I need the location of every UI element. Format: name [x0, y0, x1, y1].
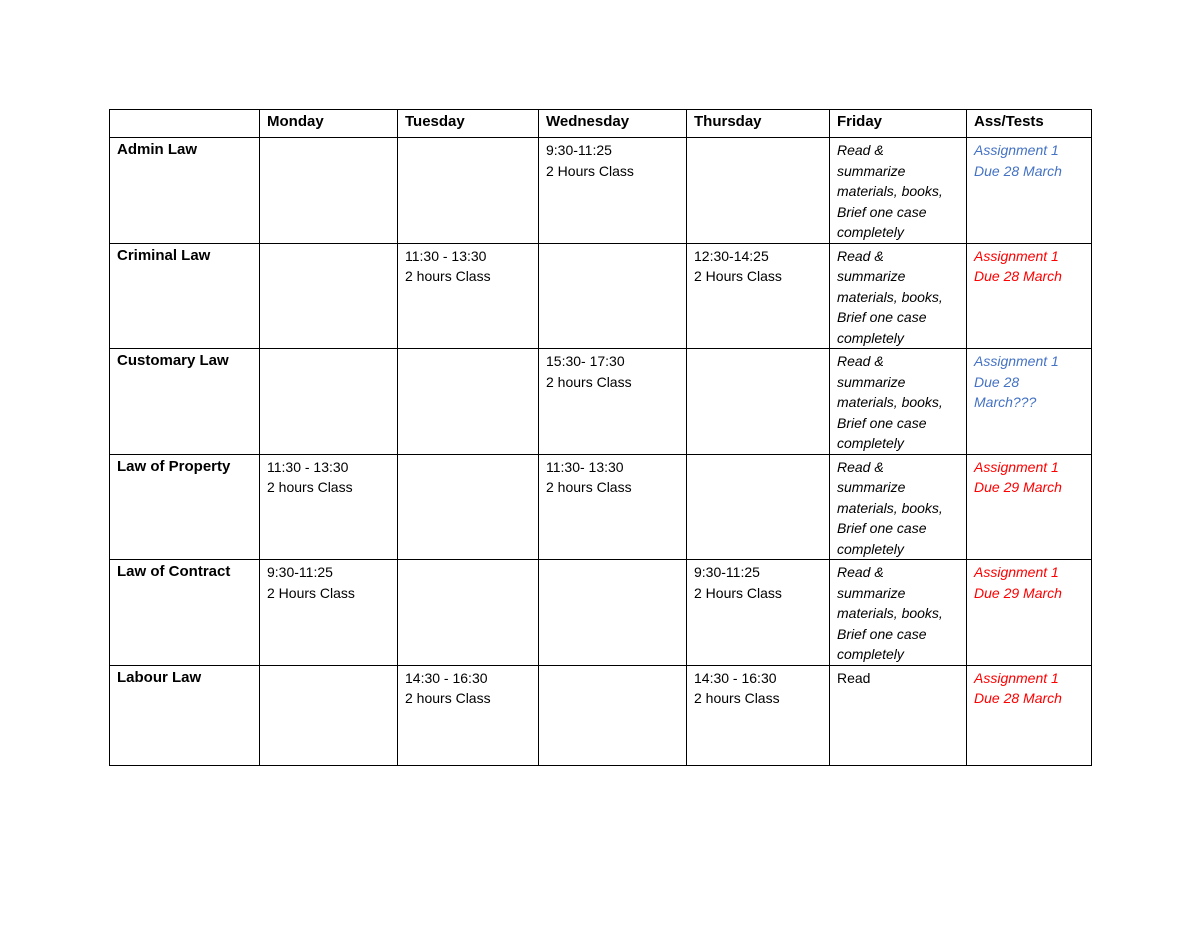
timetable: [109, 109, 1092, 766]
wednesday-cell: [539, 349, 687, 455]
assessment-cell: [967, 454, 1092, 560]
friday-task-line: materials, books,: [837, 394, 943, 410]
thursday-cell: [687, 138, 830, 244]
assessment-cell: [967, 138, 1092, 244]
friday-task-line: Brief one case: [837, 414, 927, 431]
tuesday-cell: [398, 665, 539, 765]
wednesday-cell: [539, 665, 687, 765]
friday-task-line: Read &: [837, 458, 884, 475]
friday-task-line: completely: [837, 540, 904, 557]
subject-cell: Law of Property: [110, 454, 260, 560]
cell-line: 2 hours Class: [405, 268, 491, 284]
friday-cell: [830, 138, 967, 244]
friday-task-line: Read: [837, 669, 871, 686]
assessment-line: March???: [974, 394, 1037, 410]
monday-cell: [260, 349, 398, 455]
friday-task-line: summarize: [837, 479, 906, 495]
header-monday: Monday: [260, 110, 398, 138]
cell-line: 9:30-11:25: [267, 564, 333, 580]
cell-line: 12:30-14:25: [694, 247, 769, 264]
friday-task-line: summarize: [837, 373, 906, 390]
thursday-cell: [687, 349, 830, 455]
assessment-line: Assignment 1: [974, 669, 1059, 686]
friday-task-line: materials, books,: [837, 605, 943, 621]
wednesday-cell: [539, 243, 687, 349]
thursday-cell: [687, 665, 830, 765]
friday-task-line: summarize: [837, 268, 906, 284]
assessment-line: Due 28 March: [974, 268, 1062, 284]
subject-cell: Labour Law: [110, 665, 260, 765]
assessment-cell: [967, 560, 1092, 666]
tuesday-cell: [398, 454, 539, 560]
header-row: [110, 110, 1092, 138]
friday-task-line: summarize: [837, 162, 906, 179]
header-friday: Friday: [830, 110, 967, 138]
monday-cell: [260, 454, 398, 560]
cell-line: 2 hours Class: [267, 479, 353, 495]
cell-line: 11:30 - 13:30: [267, 458, 349, 475]
monday-cell: [260, 138, 398, 244]
header-wednesday: Wednesday: [539, 110, 687, 138]
wednesday-cell: [539, 138, 687, 244]
friday-task-line: Brief one case: [837, 203, 927, 220]
assessment-line: Due 29 March: [974, 479, 1062, 495]
subject-cell: Admin Law: [110, 138, 260, 244]
table-row: [110, 665, 1092, 765]
friday-task-line: materials, books,: [837, 288, 943, 305]
tuesday-cell: [398, 138, 539, 244]
friday-cell: [830, 454, 967, 560]
friday-task-line: Read &: [837, 142, 884, 158]
friday-task-line: completely: [837, 329, 904, 346]
assessment-cell: [967, 349, 1092, 455]
table-row: [110, 454, 1092, 560]
timetable-body: [110, 138, 1092, 766]
tuesday-cell: [398, 243, 539, 349]
thursday-cell: [687, 454, 830, 560]
cell-line: 11:30 - 13:30: [405, 247, 487, 264]
wednesday-cell: [539, 560, 687, 666]
assessment-line: Assignment 1: [974, 247, 1059, 264]
wednesday-cell: [539, 454, 687, 560]
header-assessments: Ass/Tests: [967, 110, 1092, 138]
assessment-line: Due 28 March: [974, 162, 1062, 179]
friday-task-line: completely: [837, 646, 904, 662]
cell-line: 2 Hours Class: [267, 584, 355, 601]
cell-line: 2 hours Class: [405, 690, 491, 706]
table-row: [110, 349, 1092, 455]
assessment-cell: [967, 665, 1092, 765]
friday-task-line: materials, books,: [837, 183, 943, 199]
friday-task-line: Brief one case: [837, 625, 927, 642]
thursday-cell: [687, 243, 830, 349]
table-row: [110, 560, 1092, 666]
assessment-cell: [967, 243, 1092, 349]
assessment-line: Due 29 March: [974, 584, 1062, 601]
cell-line: 9:30-11:25: [546, 142, 612, 158]
assessment-line: Assignment 1: [974, 564, 1059, 580]
thursday-cell: [687, 560, 830, 666]
tuesday-cell: [398, 349, 539, 455]
friday-task-line: Brief one case: [837, 309, 927, 325]
cell-line: 14:30 - 16:30: [694, 669, 777, 686]
table-row: [110, 138, 1092, 244]
tuesday-cell: [398, 560, 539, 666]
monday-cell: [260, 243, 398, 349]
cell-line: 2 Hours Class: [546, 162, 634, 179]
subject-cell: Law of Contract: [110, 560, 260, 666]
table-row: [110, 243, 1092, 349]
cell-line: 9:30-11:25: [694, 564, 760, 580]
friday-task-line: Read &: [837, 353, 884, 369]
cell-line: 2 hours Class: [546, 479, 632, 495]
subject-cell: Customary Law: [110, 349, 260, 455]
cell-line: 2 hours Class: [546, 373, 632, 390]
assessment-line: Assignment 1: [974, 458, 1059, 475]
friday-cell: [830, 560, 967, 666]
cell-line: 15:30- 17:30: [546, 353, 625, 369]
monday-cell: [260, 665, 398, 765]
assessment-line: Assignment 1: [974, 142, 1059, 158]
friday-task-line: completely: [837, 224, 904, 240]
monday-cell: [260, 560, 398, 666]
friday-cell: [830, 349, 967, 455]
assessment-line: Due 28: [974, 373, 1020, 390]
friday-cell: [830, 243, 967, 349]
header-thursday: Thursday: [687, 110, 830, 138]
cell-line: 14:30 - 16:30: [405, 669, 488, 686]
friday-task-line: summarize: [837, 584, 906, 601]
header-blank: [110, 110, 260, 138]
subject-cell: Criminal Law: [110, 243, 260, 349]
cell-line: 2 Hours Class: [694, 268, 782, 284]
cell-line: 11:30- 13:30: [546, 458, 624, 475]
friday-task-line: materials, books,: [837, 499, 943, 516]
assessment-line: Assignment 1: [974, 353, 1059, 369]
friday-task-line: Read &: [837, 247, 884, 264]
cell-line: 2 Hours Class: [694, 584, 782, 601]
header-tuesday: Tuesday: [398, 110, 539, 138]
cell-line: 2 hours Class: [694, 690, 780, 706]
friday-task-line: completely: [837, 435, 904, 451]
friday-task-line: Brief one case: [837, 520, 927, 536]
assessment-line: Due 28 March: [974, 690, 1062, 706]
friday-cell: [830, 665, 967, 765]
friday-task-line: Read &: [837, 564, 884, 580]
